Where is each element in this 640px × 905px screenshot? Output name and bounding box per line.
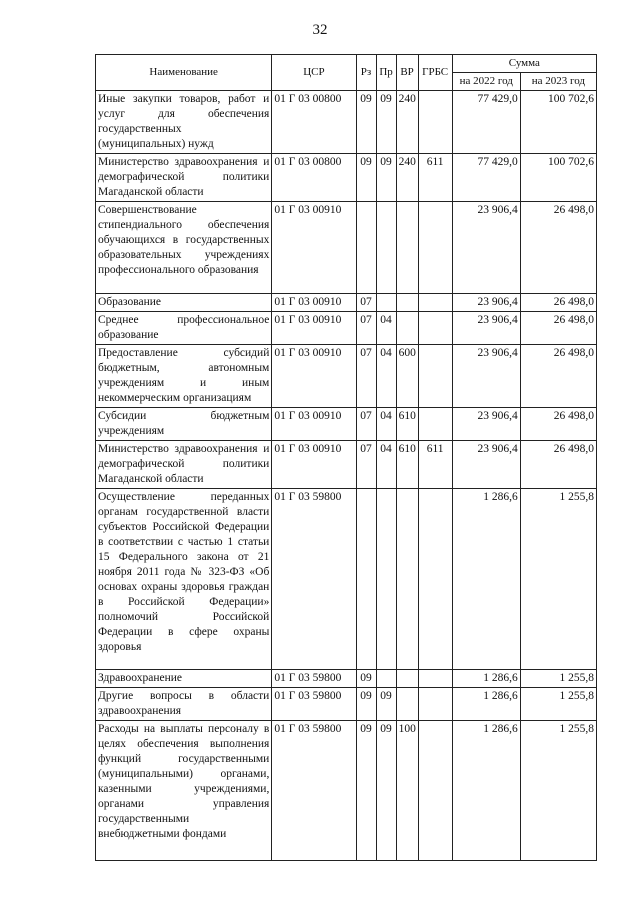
row-pr: 04: [376, 312, 396, 345]
row-grbs: [418, 408, 452, 441]
row-name: Министерство здравоохранения и демографической политики Магаданской области: [96, 154, 272, 202]
row-name: Осуществление переданных органам государственной власти субъектов Российской Федерации в соответствии с частью 1 статьи 15 Федерального закона от 21 ноября 2011 года № 323-ФЗ «Об основах охраны здоровья граждан в Российской Федерации» полномочий Российской Федерации в сфере охраны здоровья: [96, 489, 272, 670]
row-vr: 610: [396, 408, 418, 441]
row-csr: 01 Г 03 59800: [272, 670, 356, 688]
row-name: Образование: [96, 294, 272, 312]
table-row: [96, 441, 597, 489]
row-csr: 01 Г 03 00910: [272, 312, 356, 345]
row-vr: [396, 670, 418, 688]
row-csr: 01 Г 03 00910: [272, 441, 356, 489]
row-name: Иные закупки товаров, работ и услуг для обеспечения государственных (муниципальных) нужд: [96, 91, 272, 154]
row-sum-2023: 1 255,8: [520, 670, 596, 688]
row-csr: 01 Г 03 00800: [272, 91, 356, 154]
row-rz: 07: [356, 312, 376, 345]
row-sum-2022: 23 906,4: [452, 312, 520, 345]
row-sum-2022: 77 429,0: [452, 91, 520, 154]
row-grbs: [418, 202, 452, 294]
row-pr: [376, 294, 396, 312]
row-grbs: [418, 294, 452, 312]
table-row: [96, 408, 597, 441]
row-name: Другие вопросы в области здравоохранения: [96, 688, 272, 721]
row-pr: 04: [376, 408, 396, 441]
row-name: Среднее профессиональное образование: [96, 312, 272, 345]
row-rz: 07: [356, 441, 376, 489]
row-vr: [396, 312, 418, 345]
row-grbs: 611: [418, 441, 452, 489]
row-rz: [356, 489, 376, 670]
table-row: [96, 688, 597, 721]
row-grbs: [418, 312, 452, 345]
row-grbs: [418, 688, 452, 721]
table-row: [96, 345, 597, 408]
row-sum-2022: 1 286,6: [452, 489, 520, 670]
row-rz: 09: [356, 688, 376, 721]
row-name: Расходы на выплаты персоналу в целях обеспечения выполнения функций государственными (муниципальными) органами, казенными учреждениями, органами управления государственными внебюджетными фондами: [96, 721, 272, 861]
row-vr: [396, 202, 418, 294]
row-name: Субсидии бюджетным учреждениям: [96, 408, 272, 441]
row-sum-2022: 23 906,4: [452, 408, 520, 441]
row-rz: 07: [356, 408, 376, 441]
row-csr: 01 Г 03 59800: [272, 489, 356, 670]
table-row: [96, 489, 597, 670]
row-sum-2023: 26 498,0: [520, 408, 596, 441]
row-pr: 09: [376, 91, 396, 154]
row-sum-2023: 1 255,8: [520, 721, 596, 861]
row-csr: 01 Г 03 00800: [272, 154, 356, 202]
row-vr: 240: [396, 154, 418, 202]
row-name: Министерство здравоохранения и демографической политики Магаданской области: [96, 441, 272, 489]
row-name: Здравоохранение: [96, 670, 272, 688]
row-pr: 09: [376, 154, 396, 202]
row-sum-2022: 1 286,6: [452, 688, 520, 721]
row-sum-2023: 26 498,0: [520, 312, 596, 345]
row-pr: [376, 202, 396, 294]
header-rz: Рз: [356, 55, 376, 91]
row-sum-2023: 1 255,8: [520, 489, 596, 670]
row-csr: 01 Г 03 00910: [272, 408, 356, 441]
row-sum-2022: 1 286,6: [452, 670, 520, 688]
header-sum: Сумма: [452, 55, 596, 73]
row-csr: 01 Г 03 00910: [272, 202, 356, 294]
row-sum-2022: 23 906,4: [452, 294, 520, 312]
row-sum-2023: 100 702,6: [520, 91, 596, 154]
row-grbs: 611: [418, 154, 452, 202]
row-sum-2022: 23 906,4: [452, 441, 520, 489]
row-sum-2023: 26 498,0: [520, 345, 596, 408]
header-name: Наименование: [96, 55, 272, 91]
row-csr: 01 Г 03 00910: [272, 345, 356, 408]
table-row: [96, 670, 597, 688]
header-year-2023: на 2023 год: [520, 73, 596, 91]
header-year-2022: на 2022 год: [452, 73, 520, 91]
row-pr: [376, 489, 396, 670]
budget-table: [95, 54, 597, 861]
page-number: 32: [312, 22, 328, 38]
row-sum-2023: 26 498,0: [520, 202, 596, 294]
row-csr: 01 Г 03 59800: [272, 688, 356, 721]
table-row: [96, 294, 597, 312]
row-csr: 01 Г 03 00910: [272, 294, 356, 312]
table-row: [96, 312, 597, 345]
row-vr: [396, 688, 418, 721]
row-sum-2022: 1 286,6: [452, 721, 520, 861]
row-vr: 600: [396, 345, 418, 408]
row-grbs: [418, 721, 452, 861]
row-name: Предоставление субсидий бюджетным, автономным учреждениям и иным некоммерческим организациям: [96, 345, 272, 408]
row-sum-2023: 100 702,6: [520, 154, 596, 202]
table-row: [96, 91, 597, 154]
table-row: [96, 154, 597, 202]
row-pr: 09: [376, 721, 396, 861]
row-pr: 04: [376, 441, 396, 489]
row-rz: 07: [356, 345, 376, 408]
table-row: [96, 202, 597, 294]
row-name: Совершенствование стипендиального обеспечения обучающихся в государственных образовательных учреждениях профессионального образования: [96, 202, 272, 294]
row-csr: 01 Г 03 59800: [272, 721, 356, 861]
row-sum-2023: 26 498,0: [520, 441, 596, 489]
row-sum-2022: 23 906,4: [452, 202, 520, 294]
header-csr: ЦСР: [272, 55, 356, 91]
table-row: [96, 721, 597, 861]
row-grbs: [418, 345, 452, 408]
row-rz: 07: [356, 294, 376, 312]
row-rz: 09: [356, 721, 376, 861]
row-sum-2022: 23 906,4: [452, 345, 520, 408]
row-grbs: [418, 91, 452, 154]
row-rz: 09: [356, 154, 376, 202]
row-vr: 240: [396, 91, 418, 154]
row-rz: [356, 202, 376, 294]
row-vr: [396, 489, 418, 670]
row-vr: 100: [396, 721, 418, 861]
row-vr: [396, 294, 418, 312]
row-grbs: [418, 489, 452, 670]
row-sum-2022: 77 429,0: [452, 154, 520, 202]
row-pr: [376, 670, 396, 688]
header-vr: ВР: [396, 55, 418, 91]
row-pr: 04: [376, 345, 396, 408]
row-sum-2023: 26 498,0: [520, 294, 596, 312]
row-pr: 09: [376, 688, 396, 721]
row-rz: 09: [356, 670, 376, 688]
header-grbs: ГРБС: [418, 55, 452, 91]
row-vr: 610: [396, 441, 418, 489]
header-pr: Пр: [376, 55, 396, 91]
row-grbs: [418, 670, 452, 688]
row-rz: 09: [356, 91, 376, 154]
row-sum-2023: 1 255,8: [520, 688, 596, 721]
